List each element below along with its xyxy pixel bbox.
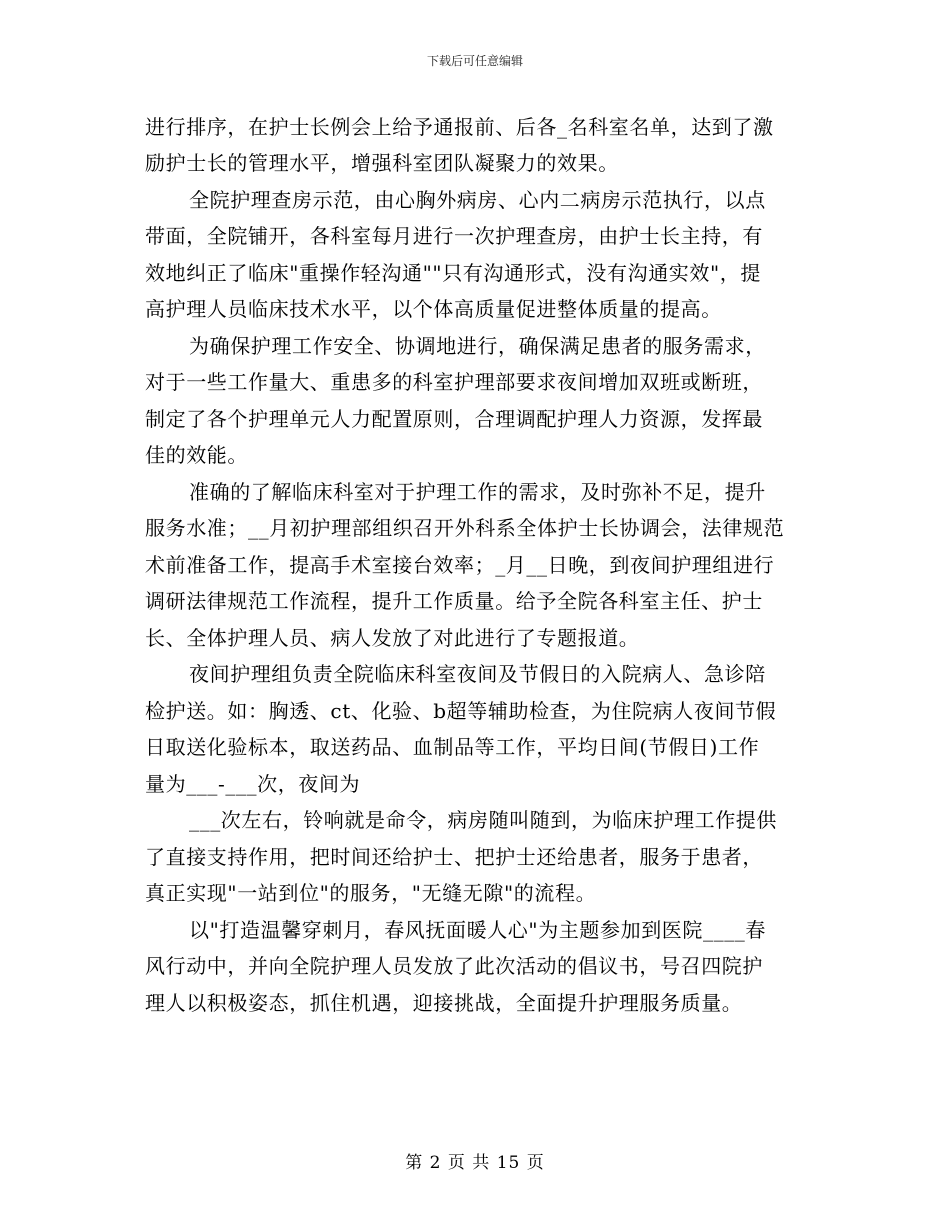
- text-line: 进行排序，在护士长例会上给予通报前、后各_名科室名单，达到了激: [145, 115, 774, 139]
- text-line: 日取送化验标本，取送药品、血制品等工作，平均日间(节假日)工作: [145, 735, 760, 759]
- paragraph-first-line: 为确保护理工作安全、协调地进行，确保满足患者的服务需求，: [189, 334, 766, 358]
- page-number-footer: 第 2 页 共 15 页: [405, 1153, 545, 1173]
- text-line: 励护士长的管理水平，增强科室团队凝聚力的效果。: [145, 151, 619, 175]
- text-line: 佳的效能。: [145, 443, 248, 467]
- text-line: 检护送。如：胸透、ct、化验、b超等辅助检查，为住院病人夜间节假: [145, 699, 777, 723]
- paragraph-first-line: ___次左右，铃响就是命令，病房随叫随到，为临床护理工作提供: [189, 808, 777, 832]
- header-note: 下载后可任意编辑: [426, 54, 523, 68]
- text-line: 对于一些工作量大、重患多的科室护理部要求夜间增加双班或断班，: [145, 370, 763, 394]
- paragraph-first-line: 夜间护理组负责全院临床科室夜间及节假日的入院病人、急诊陪: [189, 662, 766, 686]
- paragraph-first-line: 全院护理查房示范，由心胸外病房、心内二病房示范执行，以点: [189, 188, 766, 212]
- text-line: 风行动中，并向全院护理人员发放了此次活动的倡议书，号召四院护: [145, 954, 763, 978]
- paragraph-first-line: 以"打造温馨穿刺月，春风抚面暖人心"为主题参加到医院____春: [189, 918, 766, 942]
- text-line: 真正实现"一站到位"的服务，"无缝无隙"的流程。: [145, 881, 597, 905]
- text-line: 效地纠正了临床"重操作轻沟通""只有沟通形式，没有沟通实效"，提: [145, 261, 761, 285]
- text-line: 服务水准；__月初护理部组织召开外科系全体护士长协调会，法律规范: [145, 516, 785, 540]
- text-line: 了直接支持作用，把时间还给护士、把护士还给患者，服务于患者，: [145, 845, 763, 869]
- text-line: 带面，全院铺开，各科室每月进行一次护理查房，由护士长主持，有: [145, 224, 763, 248]
- text-line: 调研法律规范工作流程，提升工作质量。给予全院各科室主任、护士: [145, 589, 763, 613]
- text-line: 术前准备工作，提高手术室接台效率；_月__日晚，到夜间护理组进行: [145, 553, 775, 577]
- text-line: 量为___-___次，夜间为: [145, 772, 361, 796]
- text-line: 高护理人员临床技术水平，以个体高质量促进整体质量的提高。: [145, 297, 722, 321]
- text-line: 长、全体护理人员、病人发放了对此进行了专题报道。: [145, 626, 640, 650]
- text-line: 理人以积极姿态，抓住机遇，迎接挑战，全面提升护理服务质量。: [145, 991, 743, 1015]
- paragraph-first-line: 准确的了解临床科室对于护理工作的需求，及时弥补不足，提升: [189, 480, 766, 504]
- text-line: 制定了各个护理单元人力配置原则，合理调配护理人力资源，发挥最: [145, 407, 763, 431]
